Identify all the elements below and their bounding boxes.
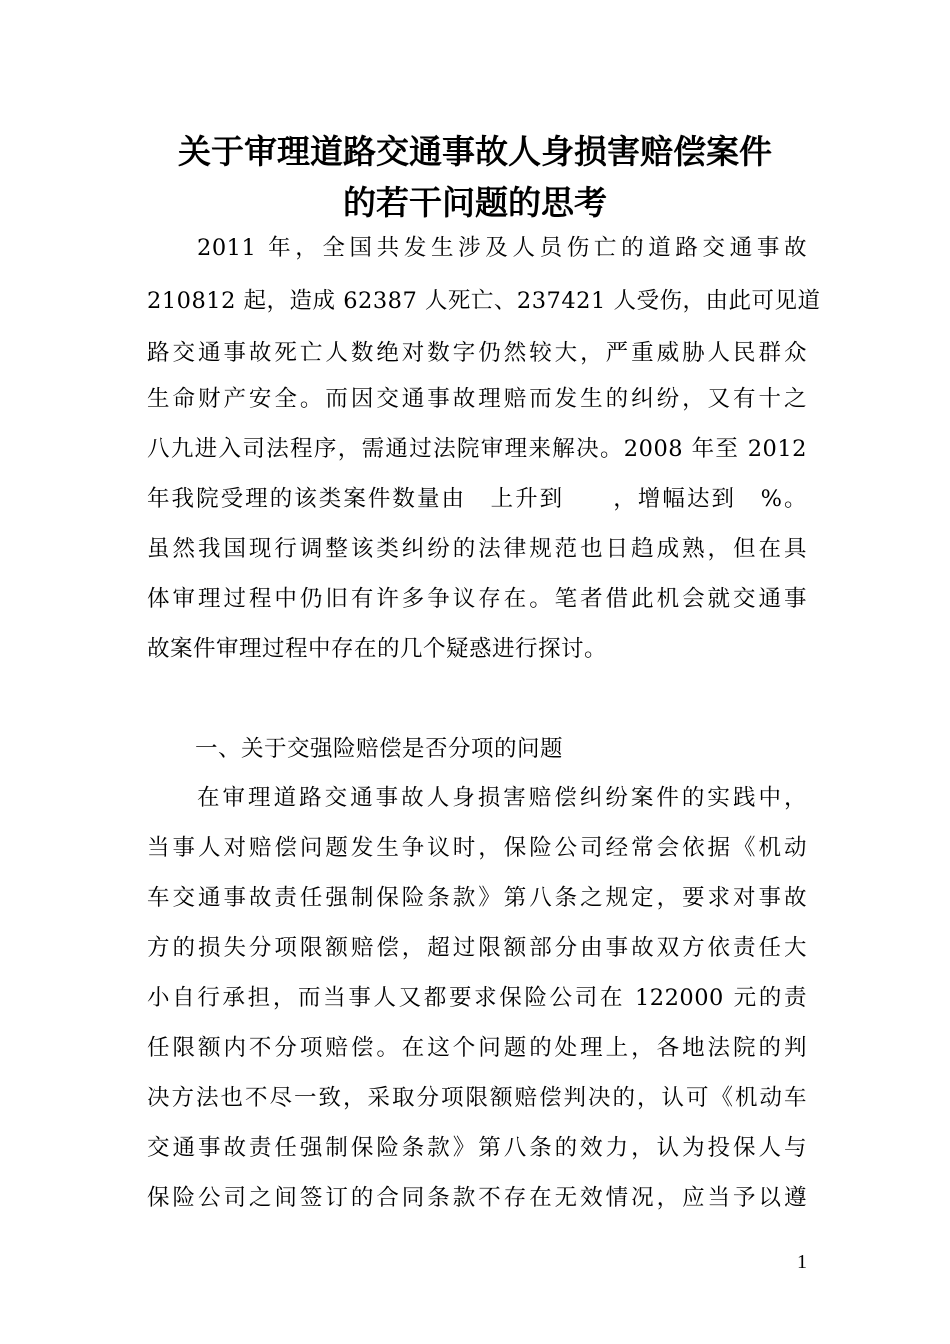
- intro-line: 故案件审理过程中存在的几个疑惑进行探讨。: [147, 636, 608, 662]
- section-1-line: 交通事故责任强制保险条款》第八条的效力，认为投保人与: [147, 1135, 807, 1161]
- section-1-line: 决方法也不尽一致，采取分项限额赔偿判决的，认可《机动车: [147, 1085, 807, 1111]
- section-1-line: 小自行承担，而当事人又都要求保险公司在 122000 元的责: [147, 985, 807, 1011]
- intro-line: 虽然我国现行调整该类纠纷的法律规范也日趋成熟，但在具: [147, 536, 807, 562]
- section-1-line: 当事人对赔偿问题发生争议时，保险公司经常会依据《机动: [147, 835, 807, 861]
- intro-line: 210812 起，造成 62387 人死亡、237421 人受伤，由此可见道: [147, 288, 821, 314]
- document-title-line-2: 的若干问题的思考: [343, 183, 607, 222]
- intro-line: 年我院受理的该类案件数量由 上升到 ，增幅达到 %。: [147, 486, 807, 512]
- section-1-line: 在审理道路交通事故人身损害赔偿纠纷案件的实践中，: [197, 785, 807, 811]
- intro-line: 生命财产安全。而因交通事故理赔而发生的纠纷，又有十之: [147, 386, 807, 412]
- page-number: 1: [797, 1251, 807, 1273]
- section-1-heading: 一、关于交强险赔偿是否分项的问题: [195, 736, 564, 762]
- intro-line: 2011 年，全国共发生涉及人员伤亡的道路交通事故: [197, 235, 807, 261]
- section-1-line: 方的损失分项限额赔偿，超过限额部分由事故双方依责任大: [147, 935, 807, 961]
- intro-line: 路交通事故死亡人数绝对数字仍然较大，严重威胁人民群众: [147, 340, 807, 366]
- intro-line: 体审理过程中仍旧有许多争议存在。笔者借此机会就交通事: [147, 586, 807, 612]
- section-1-line: 车交通事故责任强制保险条款》第八条之规定，要求对事故: [147, 885, 807, 911]
- document-title-line-1: 关于审理道路交通事故人身损害赔偿案件: [178, 132, 772, 171]
- section-1-line: 任限额内不分项赔偿。在这个问题的处理上，各地法院的判: [147, 1035, 807, 1061]
- section-1-line: 保险公司之间签订的合同条款不存在无效情况，应当予以遵: [147, 1185, 807, 1211]
- intro-line: 八九进入司法程序，需通过法院审理来解决。2008 年至 2012: [147, 436, 807, 462]
